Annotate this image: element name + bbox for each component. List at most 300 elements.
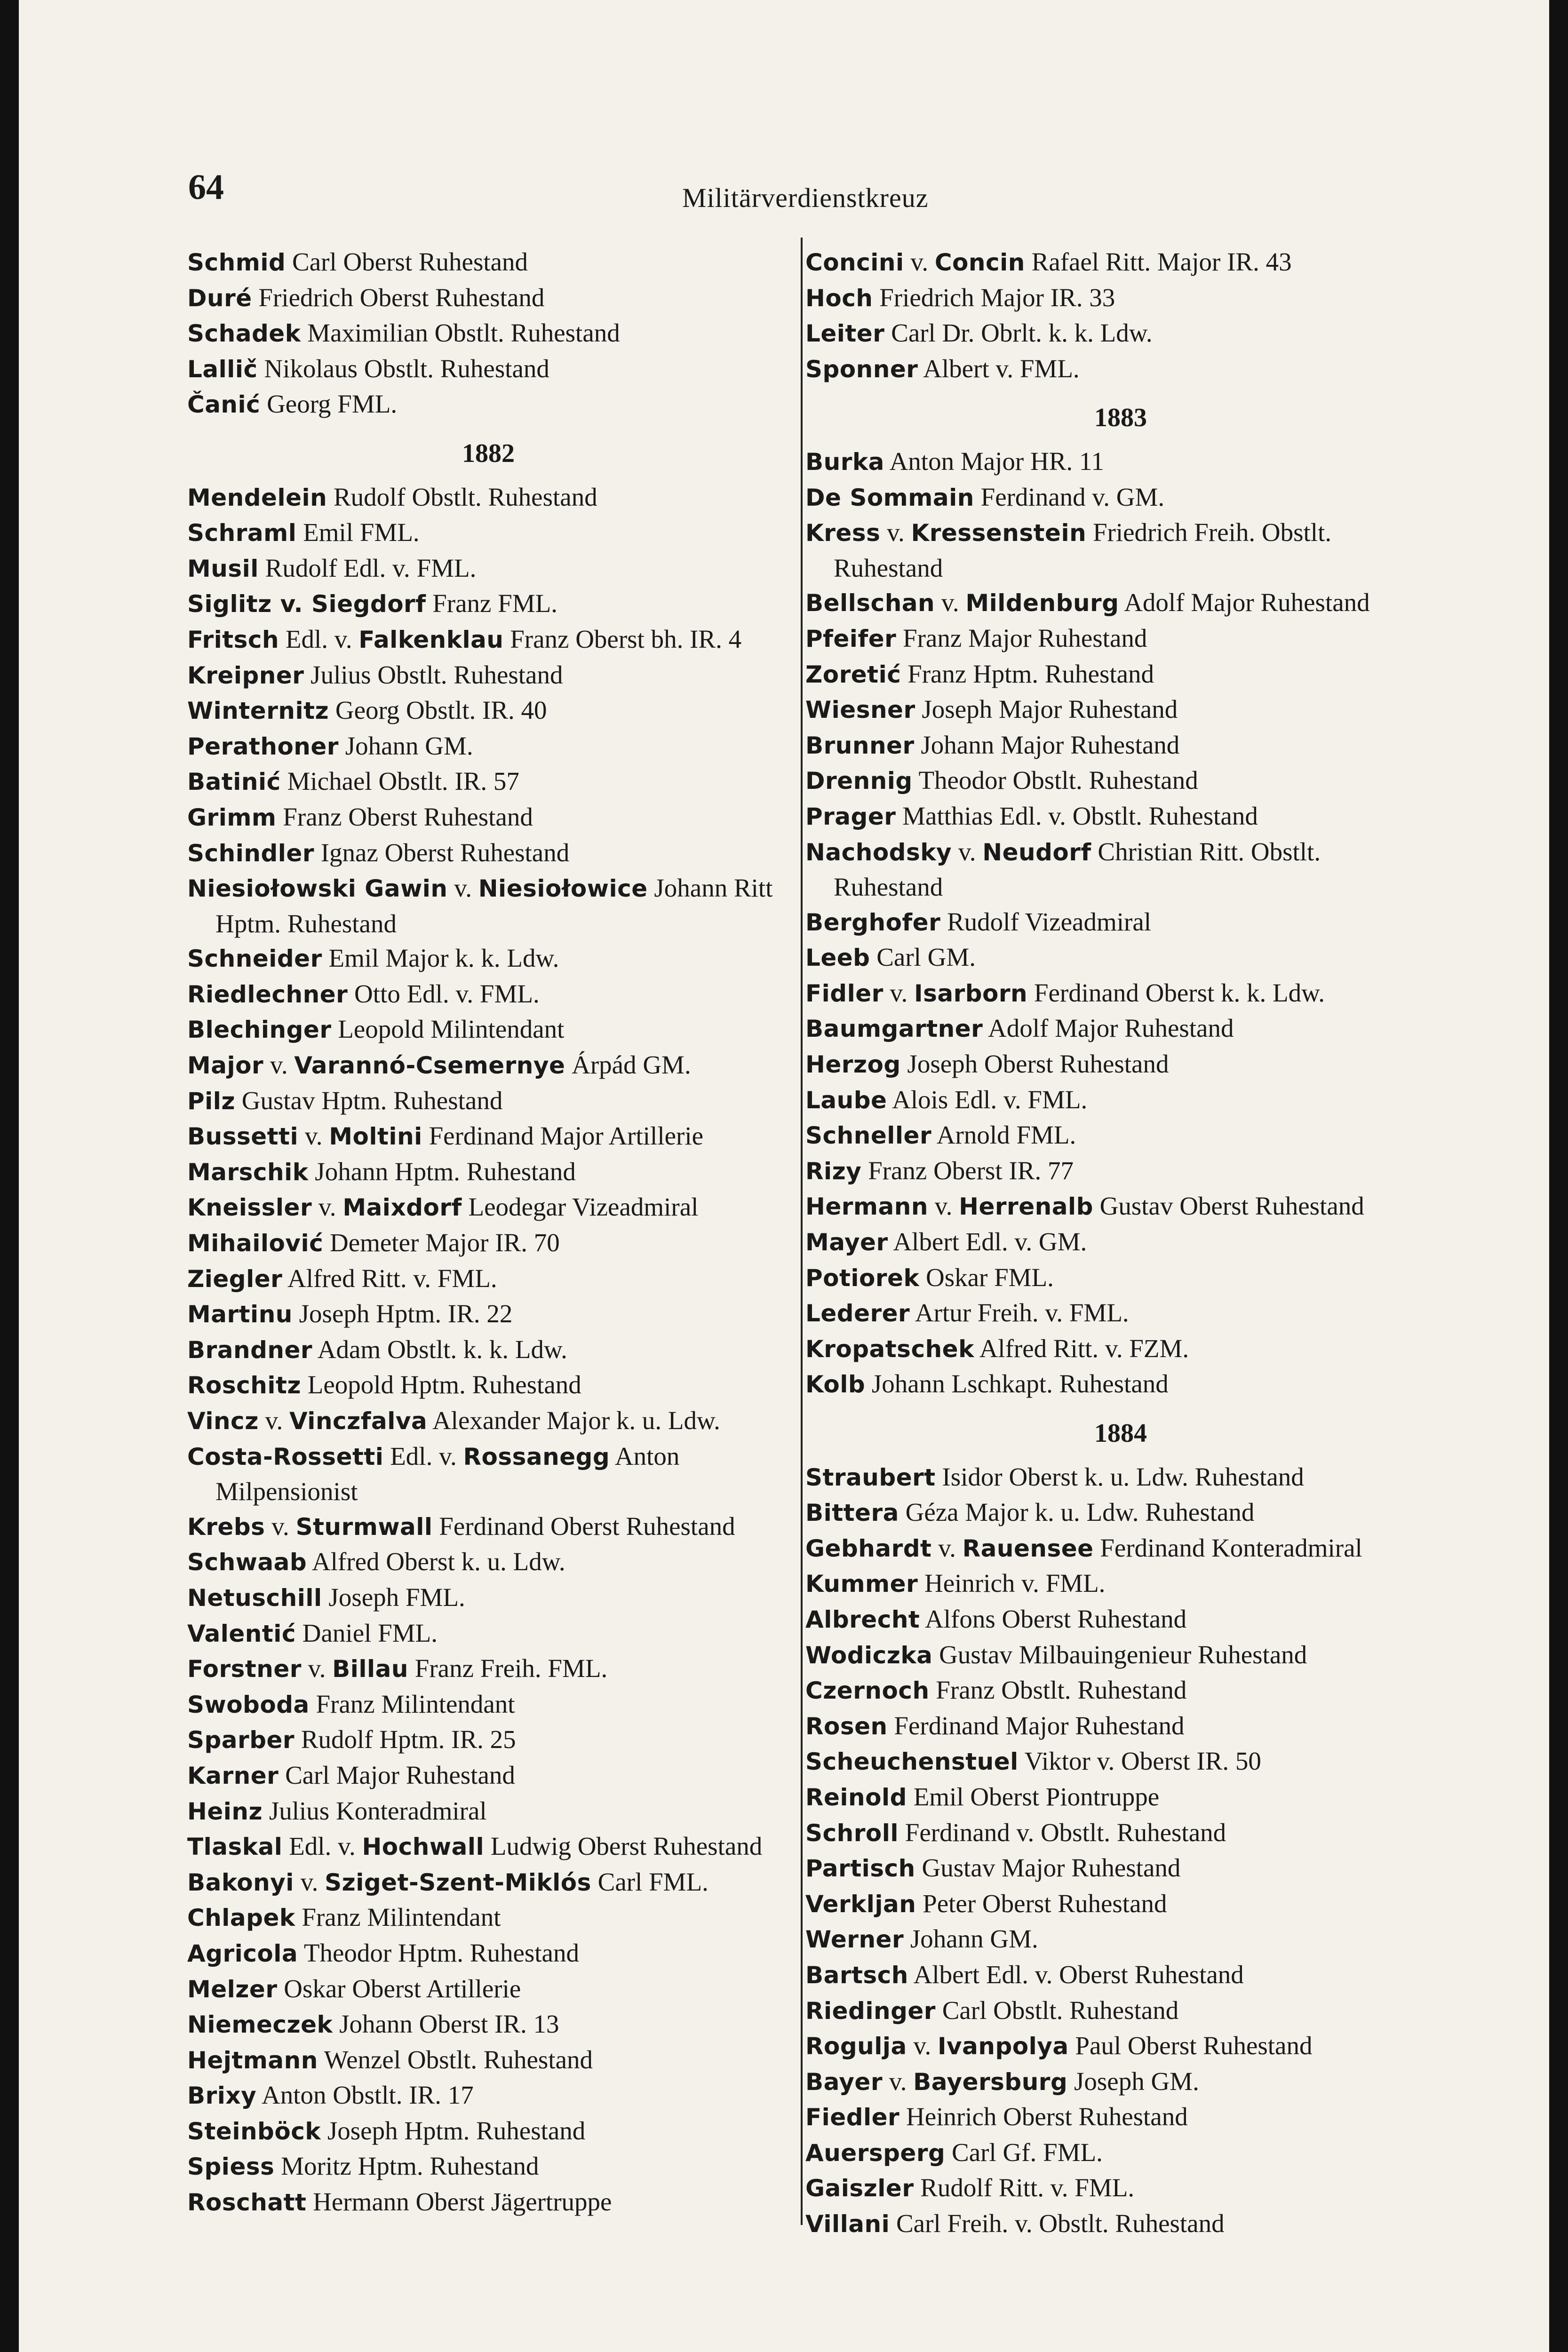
entry-details: Anton Milpensionist: [215, 1441, 680, 1506]
entry-predicate-name: Ivanpolya: [937, 2033, 1069, 2060]
entry-surname: Wiesner: [805, 696, 915, 724]
entry-details: v.: [447, 874, 478, 903]
entry-surname: Karner: [187, 1762, 279, 1789]
list-entry: [805, 799, 1436, 834]
entry-surname: Krebs: [187, 1513, 265, 1541]
list-entry: [805, 245, 1436, 280]
entry-details: Johann Hptm. Ruhestand: [308, 1157, 576, 1186]
list-entry: [187, 280, 789, 316]
entry-surname: Potiorek: [805, 1264, 920, 1292]
entry-details: v.: [935, 588, 966, 617]
entry-details: Arnold FML.: [931, 1120, 1076, 1150]
entry-predicate-name: Rossanegg: [463, 1443, 610, 1470]
list-entry: [805, 940, 1436, 976]
year-heading-1883: 1883: [1094, 403, 1147, 433]
entry-surname: Costa-Rossetti: [187, 1443, 384, 1470]
entry-details: Oskar FML.: [919, 1263, 1054, 1292]
entry-details: Peter Oberst Ruhestand: [916, 1889, 1167, 1918]
list-entry: [805, 905, 1436, 940]
entry-surname: Forstner: [187, 1655, 302, 1683]
entry-surname: Blechinger: [187, 1016, 332, 1044]
list-entry: [805, 2099, 1436, 2135]
list-entry: [187, 1012, 789, 1048]
entry-details: v.: [883, 978, 914, 1007]
entry-predicate-name: Herrenalb: [959, 1193, 1093, 1221]
book-page: [19, 0, 1549, 2352]
entry-details: Gustav Milbauingenieur Ruhestand: [932, 1640, 1307, 1669]
entry-surname: Schwaab: [187, 1549, 307, 1576]
list-entry: [187, 2185, 789, 2220]
list-entry: [187, 1794, 789, 1829]
list-entry: [187, 1439, 789, 1509]
entry-details: Ferdinand v. GM.: [974, 482, 1165, 511]
entry-surname: Villani: [805, 2210, 890, 2238]
entry-surname: Schneider: [187, 945, 322, 973]
entry-surname: Čanić: [187, 391, 261, 419]
list-entry: [187, 800, 789, 835]
entry-surname: Bartsch: [805, 1961, 908, 1989]
entry-surname: Hoch: [805, 284, 873, 312]
list-entry: [187, 1083, 789, 1119]
left-block-2: [187, 480, 789, 2220]
entry-details: Leopold Milintendant: [331, 1015, 565, 1044]
entry-surname: Albrecht: [805, 1605, 920, 1633]
entry-details: Rudolf Hptm. IR. 25: [294, 1725, 516, 1754]
list-entry: [187, 871, 789, 941]
entry-details: v.: [294, 1867, 325, 1896]
entry-details: Emil Major k. k. Ldw.: [322, 944, 559, 973]
list-entry: [805, 1260, 1436, 1296]
entry-surname: Grimm: [187, 803, 277, 831]
list-entry: [187, 977, 789, 1012]
entry-details: Ferdinand Major Ruhestand: [887, 1711, 1185, 1740]
entry-surname: Siglitz v. Siegdorf: [187, 590, 426, 618]
list-entry: [187, 515, 789, 551]
list-entry: [187, 2149, 789, 2185]
entry-details: v.: [301, 1654, 333, 1683]
entry-details: Franz Oberst IR. 77: [861, 1156, 1074, 1185]
entry-details: Friedrich Oberst Ruhestand: [252, 283, 545, 312]
list-entry: [805, 515, 1436, 585]
entry-surname: Schindler: [187, 839, 314, 867]
list-entry: [187, 2078, 789, 2114]
entry-details: Heinrich Oberst Ruhestand: [899, 2102, 1188, 2131]
entry-surname: Kneissler: [187, 1194, 312, 1222]
list-entry: [805, 1780, 1436, 1815]
entry-surname: Gaiszler: [805, 2175, 914, 2202]
entry-surname: Werner: [805, 1926, 904, 1954]
entry-predicate-name: Mildenburg: [965, 589, 1119, 617]
list-entry: [187, 2114, 789, 2149]
entry-details: v.: [312, 1192, 343, 1222]
entry-surname: Steinböck: [187, 2117, 321, 2145]
entry-details: Gustav Oberst Ruhestand: [1093, 1192, 1364, 1221]
entry-details: Adolf Major Ruhestand: [1119, 588, 1370, 617]
entry-details: Daniel FML.: [296, 1618, 438, 1647]
list-entry: [805, 2206, 1436, 2242]
entry-details: Rudolf Obstlt. Ruhestand: [327, 482, 597, 511]
list-entry: [805, 2064, 1436, 2100]
entry-details: Ferdinand Oberst k. k. Ldw.: [1027, 978, 1325, 1007]
list-entry: [805, 1047, 1436, 1082]
entry-details: Alfred Ritt. v. FML.: [282, 1263, 497, 1293]
entry-surname: Schraml: [187, 519, 297, 547]
list-entry: [187, 1758, 789, 1794]
entry-surname: Bayer: [805, 2068, 883, 2096]
entry-details: Julius Obstlt. Ruhestand: [304, 660, 563, 689]
list-entry: [187, 387, 789, 422]
entry-details: Franz Milintendant: [295, 1903, 501, 1932]
entry-surname: Fidler: [805, 979, 883, 1007]
list-entry: [187, 941, 789, 977]
entry-surname: Swoboda: [187, 1691, 310, 1718]
entry-surname: Schadek: [187, 320, 301, 348]
entry-surname: Reinold: [805, 1783, 907, 1811]
list-entry: [187, 551, 789, 587]
entry-details: Leopold Hptm. Ruhestand: [301, 1370, 581, 1399]
entry-surname: Baumgartner: [805, 1015, 983, 1043]
entry-surname: Laube: [805, 1086, 887, 1114]
list-entry: [805, 1118, 1436, 1153]
entry-surname: Batinić: [187, 768, 281, 796]
entry-predicate-name: Neudorf: [982, 838, 1091, 866]
entry-surname: Duré: [187, 284, 252, 312]
list-entry: [187, 1829, 789, 1865]
entry-details: v.: [907, 2031, 938, 2060]
list-entry: [187, 1332, 789, 1368]
entry-surname: Burka: [805, 448, 884, 476]
entry-details: v.: [928, 1192, 959, 1221]
entry-predicate-name: Niesiołowice: [478, 875, 648, 903]
entry-surname: Bussetti: [187, 1123, 299, 1151]
spacer: [805, 1451, 1436, 1460]
entry-predicate-name: Sziget-Szent-Miklós: [325, 1868, 591, 1896]
list-entry: [805, 1566, 1436, 1602]
list-entry: [187, 1900, 789, 1936]
entry-surname: Winternitz: [187, 697, 329, 725]
entry-predicate-name: Concin: [934, 249, 1025, 276]
list-entry: [187, 1261, 789, 1297]
entry-details: Adolf Major Ruhestand: [983, 1014, 1234, 1043]
entry-surname: Wodiczka: [805, 1641, 933, 1669]
entry-details: Heinrich v. FML.: [918, 1569, 1106, 1598]
list-entry: [187, 1616, 789, 1652]
entry-surname: Roschitz: [187, 1372, 301, 1399]
list-entry: [805, 280, 1436, 316]
entry-surname: Straubert: [805, 1463, 936, 1491]
entry-surname: Bellschan: [805, 589, 935, 617]
entry-surname: Rosen: [805, 1712, 888, 1740]
list-entry: [805, 1708, 1436, 1744]
entry-surname: Kolb: [805, 1371, 866, 1398]
entry-predicate-name: Billau: [332, 1655, 409, 1683]
list-entry: [187, 480, 789, 516]
entry-surname: Netuschill: [187, 1584, 322, 1612]
entry-details: Joseph Hptm. IR. 22: [292, 1299, 513, 1328]
entry-details: Carl FML.: [591, 1867, 708, 1896]
entry-details: Carl Gf. FML.: [945, 2137, 1103, 2167]
list-entry: [187, 1687, 789, 1723]
entry-surname: Herzog: [805, 1051, 901, 1079]
spacer: [805, 436, 1436, 444]
entry-surname: Kummer: [805, 1570, 918, 1598]
entry-surname: Bakonyi: [187, 1868, 294, 1896]
entry-details: Joseph Major Ruhestand: [915, 695, 1178, 724]
right-column: [805, 245, 1436, 2242]
entry-surname: Brunner: [805, 731, 915, 759]
entry-details: Alois Edl. v. FML.: [887, 1085, 1088, 1114]
entry-details: Carl Obstlt. Ruhestand: [935, 1995, 1179, 2025]
entry-details: Johann GM.: [338, 731, 473, 760]
entry-details: Edl. v.: [279, 624, 359, 653]
spacer: [187, 471, 789, 480]
entry-predicate-name: Hochwall: [362, 1833, 485, 1861]
entry-details: Alfred Ritt. v. FZM.: [974, 1334, 1189, 1363]
entry-surname: Mendelein: [187, 484, 327, 511]
entry-surname: Fritsch: [187, 626, 279, 653]
spacer: [805, 1402, 1436, 1416]
entry-surname: Bittera: [805, 1499, 899, 1527]
entry-predicate-name: Moltini: [329, 1123, 422, 1151]
entry-surname: Niesiołowski Gawin: [187, 875, 448, 903]
entry-details: Michael Obstlt. IR. 57: [280, 767, 519, 796]
entry-details: Franz Oberst bh. IR. 4: [503, 624, 742, 653]
list-entry: [805, 621, 1436, 657]
list-entry: [187, 1580, 789, 1616]
entry-details: Carl Oberst Ruhestand: [286, 247, 528, 276]
entry-details: Edl. v.: [383, 1441, 463, 1470]
entry-surname: Auersperg: [805, 2139, 946, 2167]
year-heading-1882: 1882: [462, 438, 515, 468]
entry-details: Otto Edl. v. FML.: [348, 979, 540, 1008]
list-entry: [805, 1602, 1436, 1637]
list-entry: [187, 1544, 789, 1580]
entry-details: Isidor Oberst k. u. Ldw. Ruhestand: [935, 1462, 1304, 1491]
list-entry: [805, 657, 1436, 692]
entry-details: Paul Oberst Ruhestand: [1068, 2031, 1313, 2060]
entry-surname: Vincz: [187, 1407, 259, 1435]
entry-predicate-name: Varannó-Csemernye: [294, 1052, 565, 1080]
entry-surname: Prager: [805, 803, 896, 830]
entry-surname: Kropatschek: [805, 1335, 974, 1363]
list-entry: [805, 351, 1436, 387]
list-entry: [805, 1957, 1436, 1993]
entry-details: v.: [880, 518, 911, 547]
entry-details: Moritz Hptm. Ruhestand: [274, 2152, 539, 2181]
entry-details: Alexander Major k. u. Ldw.: [427, 1406, 720, 1435]
entry-details: Johann GM.: [904, 1924, 1038, 1954]
list-entry: [187, 1048, 789, 1083]
entry-details: Emil Oberst Piontruppe: [907, 1782, 1160, 1811]
list-entry: [187, 835, 789, 871]
left-column: [187, 245, 789, 2220]
entry-details: Rafael Ritt. Major IR. 43: [1025, 247, 1292, 276]
spacer: [187, 422, 789, 437]
entry-surname: Nachodsky: [805, 838, 952, 866]
list-entry: [187, 1367, 789, 1403]
entry-surname: Lederer: [805, 1300, 910, 1327]
entry-details: Wenzel Obstlt. Ruhestand: [318, 2045, 593, 2074]
entry-predicate-name: Vinczfalva: [289, 1407, 428, 1435]
entry-details: Joseph Hptm. Ruhestand: [321, 2116, 586, 2145]
list-entry: [187, 658, 789, 693]
column-divider: [801, 238, 803, 2225]
entry-details: Friedrich Freih. Obstlt. Ruhestand: [834, 518, 1332, 582]
entry-details: Ferdinand Major Artillerie: [422, 1121, 704, 1151]
list-entry: [805, 2135, 1436, 2171]
entry-surname: Kress: [805, 519, 881, 547]
list-entry: [805, 1460, 1436, 1495]
list-entry: [187, 764, 789, 800]
entry-details: Gustav Hptm. Ruhestand: [235, 1086, 503, 1115]
entry-surname: Schneller: [805, 1122, 932, 1150]
list-entry: [805, 480, 1436, 516]
list-entry: [805, 1153, 1436, 1189]
entry-details: Leodegar Vizeadmiral: [462, 1192, 699, 1222]
entry-details: Carl GM.: [870, 943, 976, 972]
entry-surname: Schroll: [805, 1819, 899, 1847]
entry-surname: Riedinger: [805, 1997, 936, 2025]
list-entry: [187, 1651, 789, 1687]
list-entry: [805, 1815, 1436, 1851]
entry-predicate-name: Maixdorf: [342, 1194, 462, 1222]
entry-details: Nikolaus Obstlt. Ruhestand: [257, 354, 549, 383]
entry-surname: Partisch: [805, 1855, 915, 1883]
list-entry: [187, 1154, 789, 1190]
entry-surname: Sponner: [805, 355, 918, 383]
list-entry: [187, 1225, 789, 1261]
list-entry: [805, 2170, 1436, 2206]
list-entry: [187, 1403, 789, 1439]
list-entry: [187, 2042, 789, 2078]
list-entry: [805, 1295, 1436, 1331]
list-entry: [805, 1851, 1436, 1886]
entry-details: Gustav Major Ruhestand: [915, 1853, 1181, 1883]
entry-details: v.: [931, 1533, 963, 1562]
list-entry: [187, 586, 789, 622]
list-entry: [187, 245, 789, 280]
list-entry: [805, 1082, 1436, 1118]
entry-predicate-name: Rauensee: [962, 1534, 1094, 1562]
entry-details: Joseph Oberst Ruhestand: [900, 1049, 1169, 1079]
entry-surname: Schmid: [187, 249, 286, 276]
page-number: 64: [188, 167, 224, 207]
entry-details: Anton Obstlt. IR. 17: [256, 2081, 474, 2110]
right-block-2: [805, 444, 1436, 1402]
entry-details: Géza Major k. u. Ldw. Ruhestand: [899, 1498, 1255, 1527]
entry-details: Theodor Obstlt. Ruhestand: [912, 766, 1198, 795]
entry-surname: Valentić: [187, 1620, 296, 1647]
list-entry: [805, 1531, 1436, 1566]
list-entry: [187, 1865, 789, 1900]
list-entry: [187, 351, 789, 387]
list-entry: [805, 585, 1436, 621]
entry-details: Carl Freih. v. Obstlt. Ruhestand: [890, 2209, 1225, 2238]
entry-surname: Rogulja: [805, 2033, 907, 2060]
entry-surname: Chlapek: [187, 1904, 295, 1932]
entry-details: Ferdinand Konteradmiral: [1093, 1533, 1362, 1562]
entry-details: Ferdinand v. Obstlt. Ruhestand: [899, 1818, 1226, 1847]
entry-surname: Martinu: [187, 1301, 293, 1328]
entry-details: Johann Major Ruhestand: [914, 730, 1180, 759]
list-entry: [805, 1886, 1436, 1922]
entry-surname: Major: [187, 1052, 264, 1080]
list-entry: [187, 1119, 789, 1154]
list-entry: [187, 316, 789, 351]
entry-surname: Berghofer: [805, 908, 941, 936]
list-entry: [805, 1673, 1436, 1708]
list-entry: [805, 1495, 1436, 1531]
right-block-1: [805, 245, 1436, 387]
entry-surname: Leiter: [805, 320, 885, 348]
entry-details: Árpád GM.: [565, 1050, 691, 1080]
entry-details: Franz Obstlt. Ruhestand: [929, 1676, 1187, 1705]
entry-details: Matthias Edl. v. Obstlt. Ruhestand: [896, 801, 1258, 830]
entry-details: Albert v. FML.: [918, 354, 1080, 383]
entry-surname: Heinz: [187, 1797, 263, 1825]
entry-details: Julius Konteradmiral: [263, 1796, 487, 1825]
entry-surname: Agricola: [187, 1939, 298, 1967]
entry-surname: Zoretić: [805, 660, 901, 688]
entry-surname: Kreipner: [187, 661, 304, 689]
entry-details: Johann Lschkapt. Ruhestand: [865, 1369, 1169, 1398]
entry-details: Rudolf Edl. v. FML.: [258, 553, 477, 582]
list-entry: [805, 316, 1436, 351]
entry-details: Anton Major HR. 11: [884, 446, 1104, 476]
entry-surname: Marschik: [187, 1158, 309, 1186]
list-entry: [805, 2028, 1436, 2064]
right-block-3: [805, 1460, 1436, 2242]
entry-surname: Drennig: [805, 767, 913, 795]
entry-details: Joseph GM.: [1067, 2066, 1199, 2096]
list-entry: [805, 728, 1436, 763]
entry-surname: Concini: [805, 249, 904, 276]
entry-surname: Gebhardt: [805, 1534, 932, 1562]
entry-details: Franz Oberst Ruhestand: [276, 802, 533, 831]
list-entry: [187, 1971, 789, 2007]
left-block-1: [187, 245, 789, 422]
entry-details: Franz Hptm. Ruhestand: [901, 659, 1154, 688]
entry-details: Rudolf Ritt. v. FML.: [914, 2173, 1135, 2202]
list-entry: [187, 1722, 789, 1758]
list-entry: [805, 1331, 1436, 1367]
list-entry: [805, 1224, 1436, 1260]
entry-details: Artur Freih. v. FML.: [910, 1298, 1129, 1327]
entry-surname: Mayer: [805, 1229, 888, 1256]
running-title: Militärverdienstkreuz: [682, 183, 929, 213]
entry-surname: De Sommain: [805, 484, 974, 511]
entry-details: Franz FML.: [426, 589, 558, 618]
entry-details: Georg Obstlt. IR. 40: [329, 696, 547, 725]
list-entry: [805, 1189, 1436, 1224]
list-entry: [805, 763, 1436, 799]
entry-details: Franz Milintendant: [309, 1689, 515, 1718]
entry-surname: Riedlechner: [187, 980, 348, 1008]
entry-details: Johann Oberst IR. 13: [333, 2010, 559, 2039]
entry-predicate-name: Sturmwall: [295, 1513, 433, 1541]
list-entry: [805, 692, 1436, 728]
entry-predicate-name: Falkenklau: [358, 626, 504, 653]
entry-details: Ludwig Oberst Ruhestand: [484, 1832, 763, 1861]
entry-details: Emil FML.: [296, 518, 420, 547]
entry-details: Franz Freih. FML.: [408, 1654, 608, 1683]
list-entry: [805, 1637, 1436, 1673]
list-entry: [187, 2007, 789, 2042]
entry-details: Alfred Oberst k. u. Ldw.: [307, 1547, 565, 1576]
entry-surname: Sparber: [187, 1726, 295, 1754]
entry-details: Adam Obstlt. k. k. Ldw.: [312, 1335, 567, 1364]
entry-details: Franz Major Ruhestand: [896, 623, 1147, 652]
